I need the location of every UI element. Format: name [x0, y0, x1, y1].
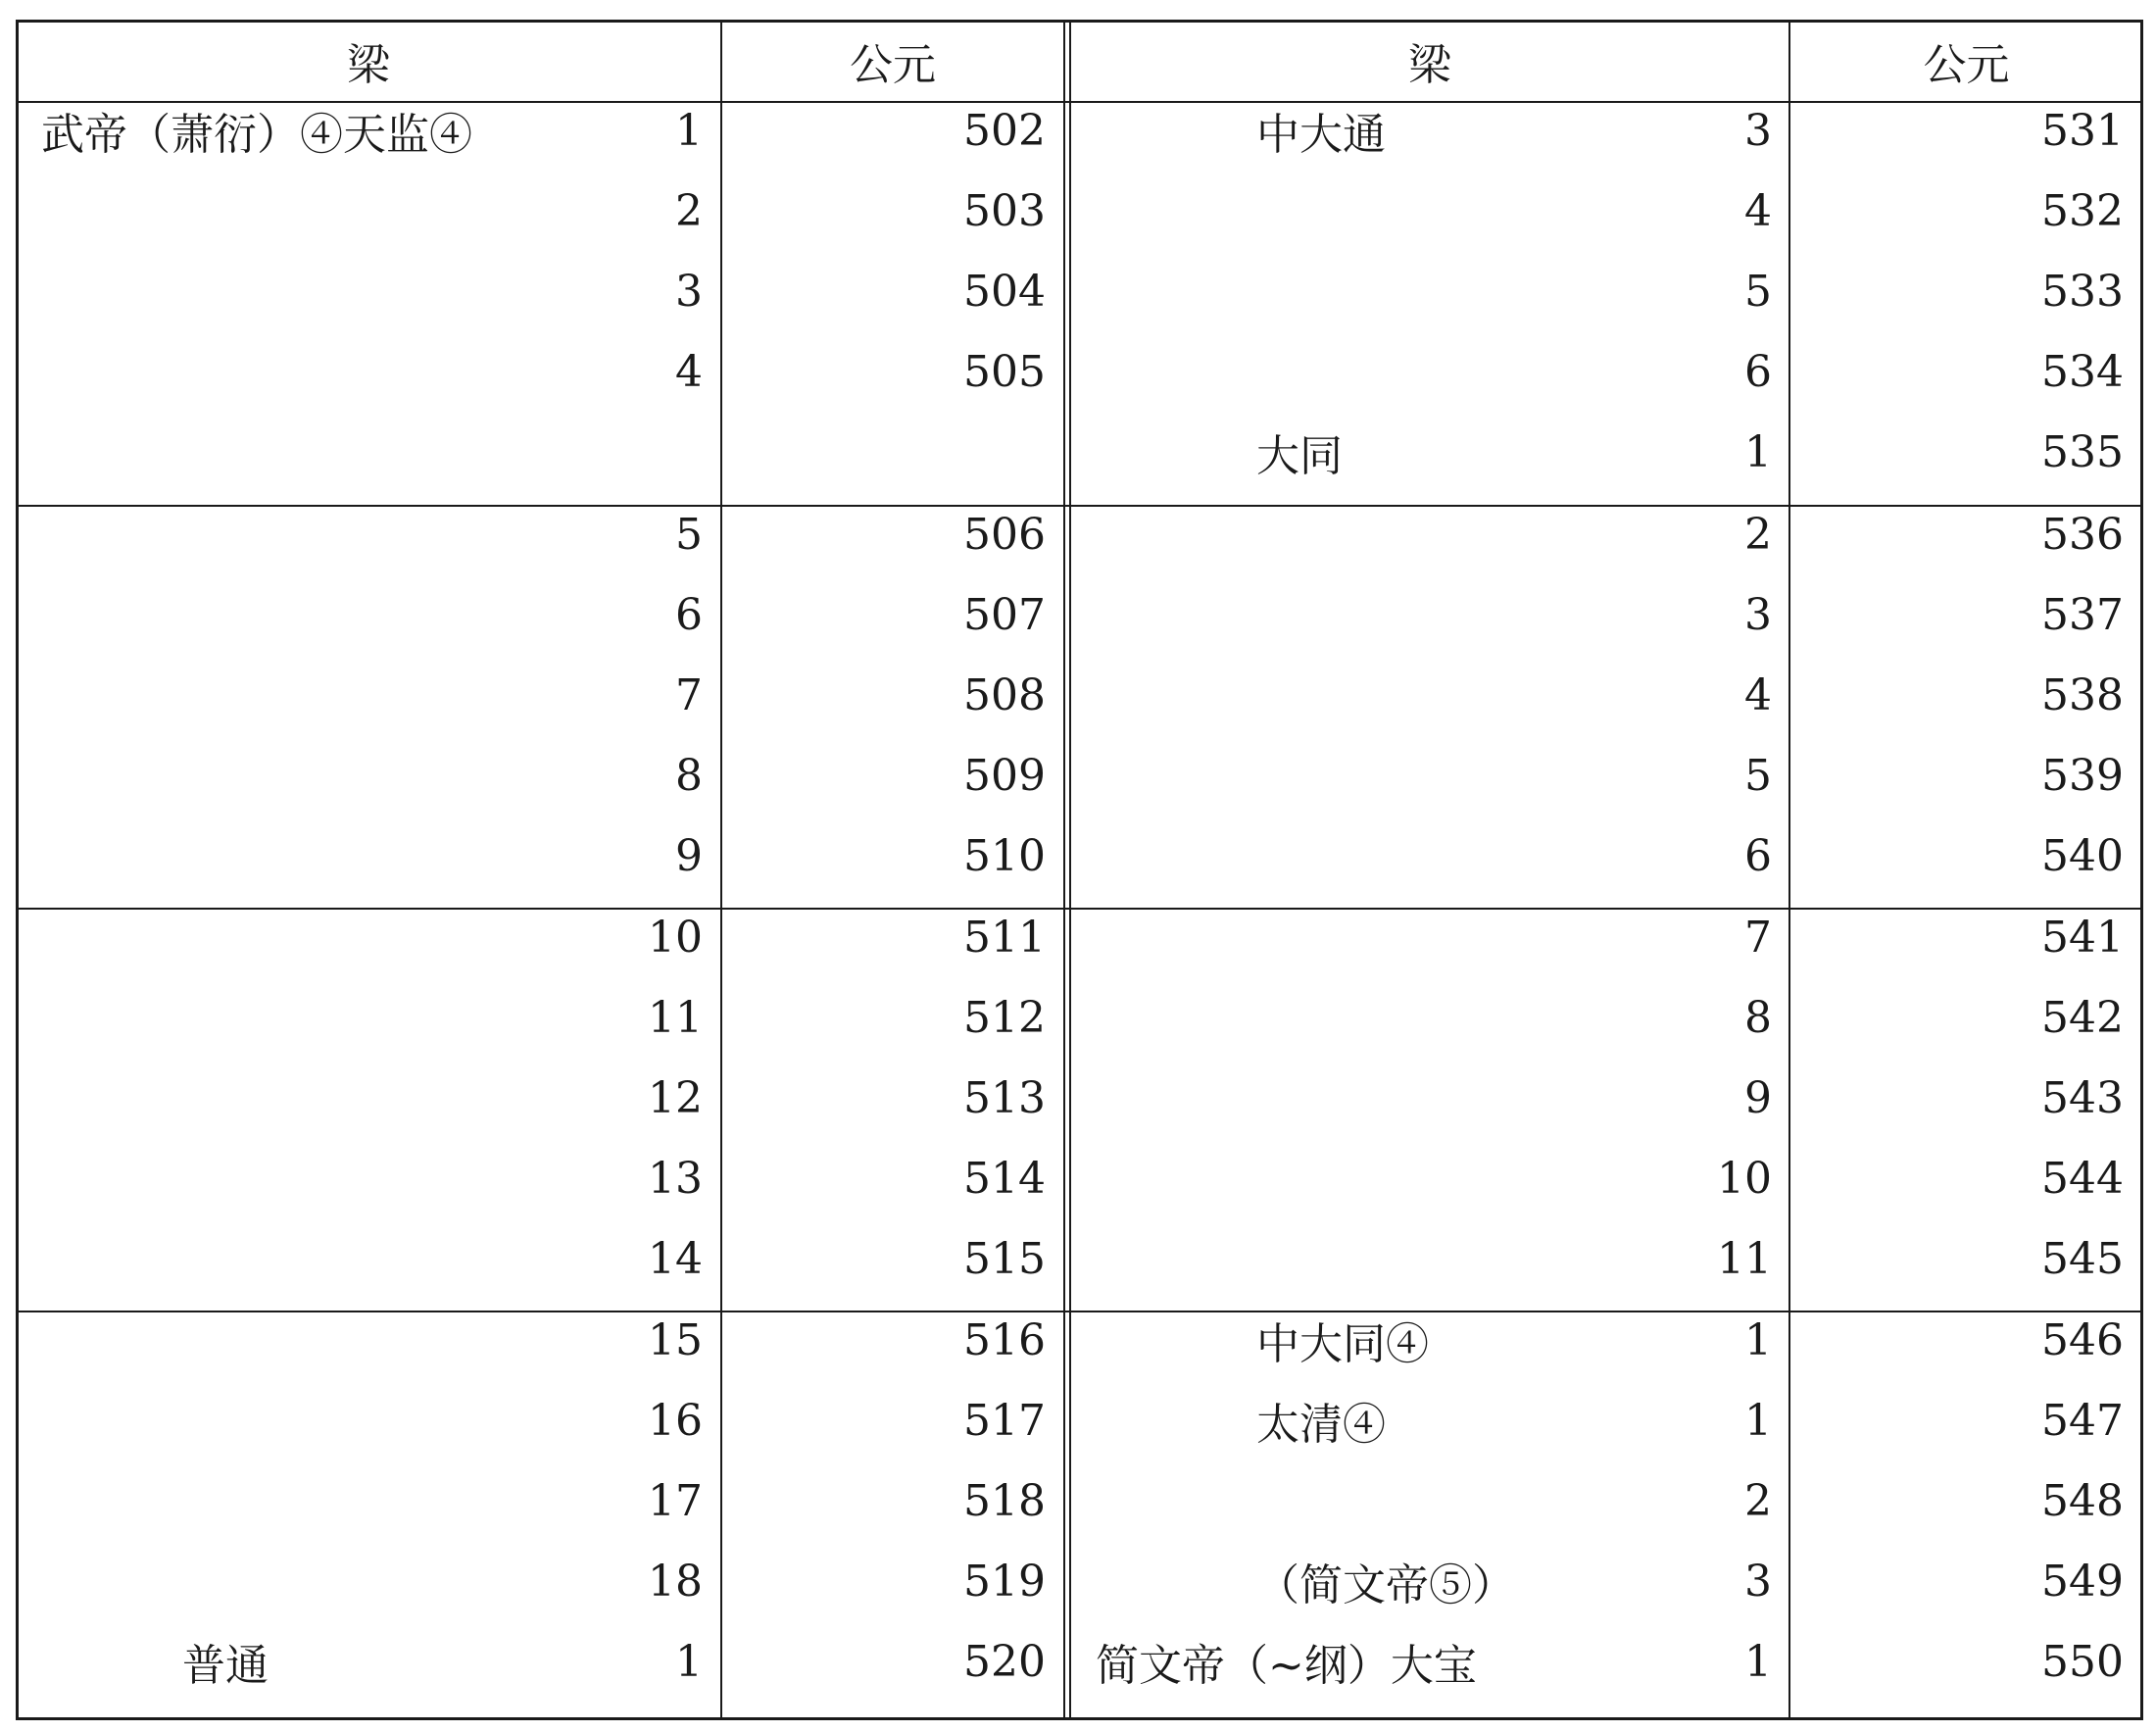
right-era-label: 太清④	[1256, 1400, 1386, 1450]
left-ce-year: 509	[963, 750, 1046, 801]
right-year-number: 3	[1744, 589, 1772, 640]
left-year-number: 1	[675, 1636, 703, 1687]
right-ce-year: 535	[2041, 426, 2124, 477]
table-row	[16, 735, 2143, 816]
left-ce-year: 507	[963, 589, 1046, 640]
right-year-number: 5	[1744, 750, 1772, 801]
right-ce-year: 534	[2041, 346, 2124, 397]
table-row	[16, 977, 2143, 1058]
right-ce-year: 546	[2041, 1314, 2124, 1365]
right-ce-year: 539	[2041, 750, 2124, 801]
right-ce-year: 549	[2041, 1556, 2124, 1607]
right-year-number: 1	[1744, 1395, 1772, 1446]
right-ce-year: 540	[2041, 830, 2124, 881]
header-left-ce: 公元	[850, 40, 936, 90]
header-right-dynasty: 梁	[1408, 40, 1451, 90]
left-year-number: 10	[648, 912, 703, 963]
right-year-number: 4	[1744, 185, 1772, 236]
left-ce-year: 504	[963, 266, 1046, 317]
table-row	[16, 1218, 2143, 1299]
table-row	[16, 251, 2143, 331]
left-era-label: 武帝（萧衍）④天监④	[41, 110, 472, 160]
right-ce-year: 547	[2041, 1395, 2124, 1446]
table-row	[16, 90, 2143, 171]
right-year-number: 8	[1744, 992, 1772, 1043]
table-row	[16, 1621, 2143, 1702]
right-year-number: 6	[1744, 346, 1772, 397]
left-era-label: 普通	[182, 1641, 269, 1691]
table-row	[16, 1058, 2143, 1138]
table-row	[16, 574, 2143, 655]
header-right-ce: 公元	[1923, 40, 2010, 90]
table-row	[16, 1460, 2143, 1541]
table-row	[16, 1541, 2143, 1621]
right-year-number: 3	[1744, 1556, 1772, 1607]
left-year-number: 2	[675, 185, 703, 236]
right-year-number: 10	[1717, 1153, 1772, 1204]
right-ce-year: 550	[2041, 1636, 2124, 1687]
table-row	[16, 1138, 2143, 1218]
right-ce-year: 543	[2041, 1072, 2124, 1123]
left-ce-year: 516	[963, 1314, 1046, 1365]
left-year-number: 12	[648, 1072, 703, 1123]
right-year-number: 1	[1744, 1636, 1772, 1687]
left-year-number: 17	[648, 1475, 703, 1526]
right-ce-year: 538	[2041, 669, 2124, 720]
left-year-number: 3	[675, 266, 703, 317]
right-year-number: 9	[1744, 1072, 1772, 1123]
left-ce-year: 514	[963, 1153, 1046, 1204]
left-ce-year: 520	[963, 1636, 1046, 1687]
left-year-number: 18	[648, 1556, 703, 1607]
table-row	[16, 412, 2143, 492]
left-ce-year: 518	[963, 1475, 1046, 1526]
table-row	[16, 494, 2143, 574]
right-ce-year: 545	[2041, 1233, 2124, 1284]
chronology-table	[16, 20, 2143, 1720]
left-year-number: 1	[675, 105, 703, 156]
right-ce-year: 548	[2041, 1475, 2124, 1526]
left-ce-year: 502	[963, 105, 1046, 156]
right-ce-year: 542	[2041, 992, 2124, 1043]
table-row	[16, 655, 2143, 735]
left-ce-year: 503	[963, 185, 1046, 236]
table-row	[16, 1380, 2143, 1460]
table-row	[16, 1300, 2143, 1380]
table-row	[16, 331, 2143, 412]
right-era-label: 中大同④	[1256, 1319, 1429, 1369]
left-ce-year: 508	[963, 669, 1046, 720]
right-year-number: 4	[1744, 669, 1772, 720]
left-ce-year: 511	[963, 912, 1046, 963]
left-year-number: 4	[675, 346, 703, 397]
table-row	[16, 897, 2143, 977]
left-year-number: 11	[648, 992, 703, 1043]
right-ce-year: 532	[2041, 185, 2124, 236]
table-row	[16, 816, 2143, 896]
right-year-number: 2	[1744, 509, 1772, 560]
right-year-number: 7	[1744, 912, 1772, 963]
left-ce-year: 519	[963, 1556, 1046, 1607]
header-left-dynasty: 梁	[347, 40, 390, 90]
right-year-number: 3	[1744, 105, 1772, 156]
left-year-number: 15	[648, 1314, 703, 1365]
right-ce-year: 537	[2041, 589, 2124, 640]
left-year-number: 8	[675, 750, 703, 801]
right-year-number: 5	[1744, 266, 1772, 317]
left-year-number: 5	[675, 509, 703, 560]
left-ce-year: 513	[963, 1072, 1046, 1123]
left-year-number: 9	[675, 830, 703, 881]
right-year-number: 6	[1744, 830, 1772, 881]
left-ce-year	[16, 412, 1046, 492]
left-ce-year: 512	[963, 992, 1046, 1043]
left-ce-year: 506	[963, 509, 1046, 560]
right-year-number: 11	[1717, 1233, 1772, 1284]
table-row	[16, 171, 2143, 251]
right-year-number: 1	[1744, 1314, 1772, 1365]
left-ce-year: 505	[963, 346, 1046, 397]
right-ce-year: 544	[2041, 1153, 2124, 1204]
right-ce-year: 531	[2041, 105, 2124, 156]
right-era-label: 大同	[1256, 431, 1343, 481]
right-ce-year: 541	[2041, 912, 2124, 963]
left-ce-year: 517	[963, 1395, 1046, 1446]
right-ce-year: 533	[2041, 266, 2124, 317]
right-era-label: 中大通	[1256, 110, 1386, 160]
left-ce-year: 510	[963, 830, 1046, 881]
right-era-label: 简文帝（~纲）大宝	[1096, 1641, 1477, 1691]
left-year-number: 7	[675, 669, 703, 720]
right-era-label: （简文帝⑤）	[1256, 1560, 1515, 1610]
right-ce-year: 536	[2041, 509, 2124, 560]
left-year-number: 6	[675, 589, 703, 640]
left-year-number: 14	[648, 1233, 703, 1284]
left-year-number: 13	[648, 1153, 703, 1204]
right-year-number: 1	[1744, 426, 1772, 477]
left-year-number: 16	[648, 1395, 703, 1446]
right-year-number: 2	[1744, 1475, 1772, 1526]
left-ce-year: 515	[963, 1233, 1046, 1284]
